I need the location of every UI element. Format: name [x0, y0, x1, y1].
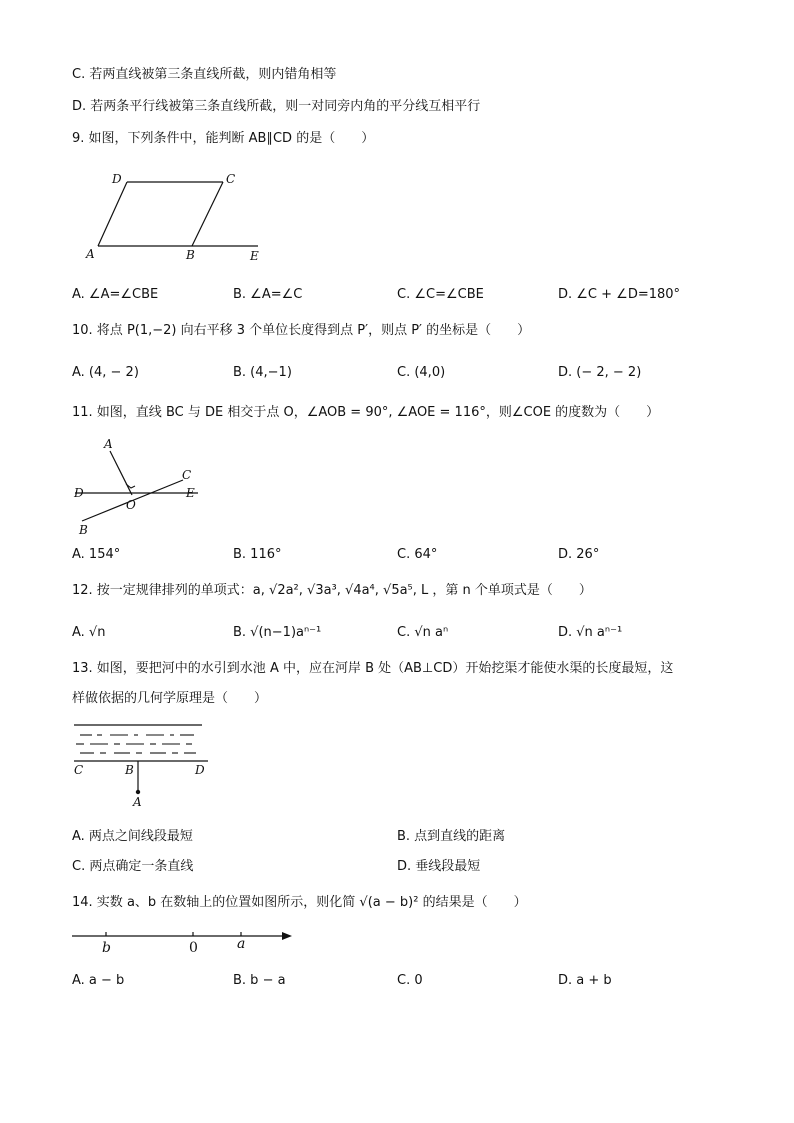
q11-option-b: B. 116°	[233, 547, 282, 562]
q10-stem: 10. 将点 P(1,−2) 向右平移 3 个单位长度得到点 P′，则点 P′ 的坐标是（ ）	[72, 323, 531, 338]
q11-option-c: C. 64°	[397, 547, 438, 562]
q14-option-b: B. b − a	[233, 973, 286, 988]
q14-stem: 14. 实数 a、b 在数轴上的位置如图所示，则化简 √(a − b)² 的结果是（ ）	[72, 895, 527, 910]
q9-stem: 9. 如图，下列条件中，能判断 AB∥CD 的是（ ）	[72, 131, 375, 146]
q13-stem-line1: 13. 如图，要把河中的水引到水池 A 中，应在河岸 B 处（AB⊥CD）开始挖渠才能使水渠的长度最短，这	[72, 661, 674, 676]
q9-option-a: A. ∠A=∠CBE	[72, 287, 159, 302]
q11-label-d: D	[74, 486, 84, 500]
q14-option-d: D. a + b	[558, 973, 612, 988]
q8-option-d: D. 若两条平行线被第三条直线所截，则一对同旁内角的平分线互相平行	[72, 99, 481, 114]
q12-option-d: D. √n aⁿ⁻¹	[558, 625, 623, 640]
q9-label-c: C	[226, 172, 236, 186]
q11-label-b: B	[79, 523, 88, 537]
q13-option-c: C. 两点确定一条直线	[72, 859, 194, 874]
q14-label-a: a	[237, 936, 246, 952]
q11-option-a: A. 154°	[72, 547, 121, 562]
q9-label-d: D	[112, 172, 122, 186]
q13-label-d: D	[195, 763, 205, 777]
q13-option-d: D. 垂线段最短	[397, 859, 481, 874]
q13-river-figure	[70, 720, 220, 812]
q11-label-a: A	[104, 437, 113, 451]
q14-number-line-figure	[70, 925, 300, 961]
q13-label-c: C	[74, 763, 84, 777]
q9-option-c: C. ∠C=∠CBE	[397, 287, 484, 302]
q14-label-b: b	[102, 940, 111, 956]
q11-label-e: E	[186, 486, 195, 500]
q12-option-b: B. √(n−1)aⁿ⁻¹	[233, 625, 322, 640]
q14-option-c: C. 0	[397, 973, 423, 988]
q12-option-c: C. √n aⁿ	[397, 625, 449, 640]
q11-label-c: C	[182, 468, 192, 482]
q11-stem: 11. 如图，直线 BC 与 DE 相交于点 O，∠AOB = 90°, ∠AOE = 116°，则∠COE 的度数为（ ）	[72, 405, 660, 420]
q9-option-b: B. ∠A=∠C	[233, 287, 303, 302]
q9-parallelogram-figure	[80, 165, 270, 265]
q11-label-o: O	[126, 498, 136, 512]
q14-label-zero: 0	[189, 940, 198, 956]
q10-option-a: A. (4, − 2)	[72, 365, 139, 380]
q10-option-c: C. (4,0)	[397, 365, 446, 380]
q14-option-a: A. a − b	[72, 973, 125, 988]
q13-label-a: A	[133, 795, 142, 809]
q9-label-e: E	[250, 249, 259, 263]
q12-option-a: A. √n	[72, 625, 106, 640]
q8-option-c: C. 若两直线被第三条直线所截，则内错角相等	[72, 67, 337, 82]
q12-stem: 12. 按一定规律排列的单项式：a, √2a², √3a³, √4a⁴, √5a⁵, L ，第 n 个单项式是（ ）	[72, 583, 592, 598]
q13-label-b: B	[125, 763, 134, 777]
q13-option-b: B. 点到直线的距离	[397, 829, 506, 844]
q9-label-a: A	[86, 247, 95, 261]
q13-stem-line2: 样做依据的几何学原理是（ ）	[72, 691, 268, 706]
q9-option-d: D. ∠C + ∠D=180°	[558, 287, 681, 302]
q11-option-d: D. 26°	[558, 547, 600, 562]
q13-option-a: A. 两点之间线段最短	[72, 829, 193, 844]
q9-label-b: B	[186, 248, 195, 262]
q10-option-d: D. (− 2, − 2)	[558, 365, 642, 380]
q11-intersecting-lines-figure	[70, 436, 205, 536]
q10-option-b: B. (4,−1)	[233, 365, 292, 380]
